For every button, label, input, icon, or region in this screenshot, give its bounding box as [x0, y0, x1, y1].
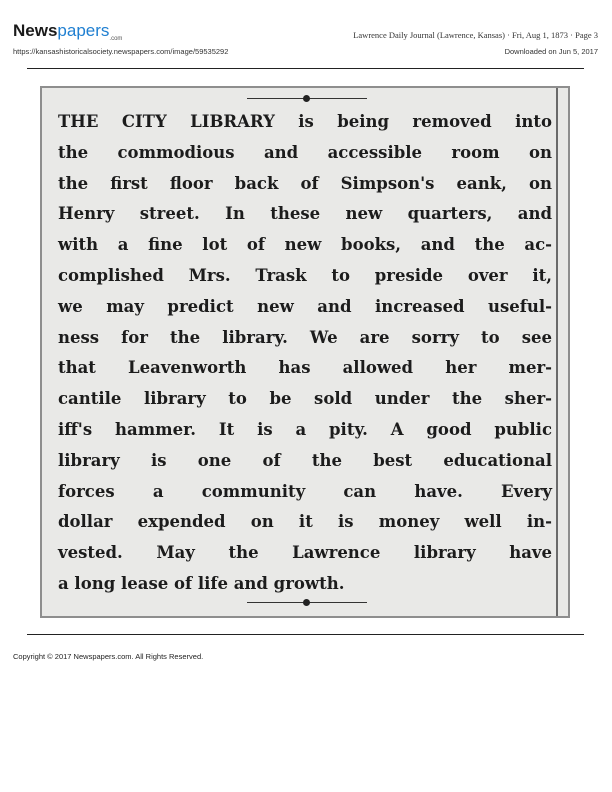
article-line: we may predict new and increased useful- — [58, 296, 552, 316]
article-line: cantile library to be sold under the sher- — [58, 389, 552, 409]
publication-info: Lawrence Daily Journal (Lawrence, Kansas) · Fri, Aug 1, 1873 · Page 3 — [353, 30, 598, 40]
download-date: Downloaded on Jun 5, 2017 — [504, 47, 598, 56]
article-text — [58, 107, 552, 600]
article-line: vested. May the Lawrence library have — [58, 543, 552, 563]
article-line: ness for the library. We are sorry to see — [58, 327, 552, 347]
source-url[interactable]: https://kansashistoricalsociety.newspapers.com/image/59535292 — [13, 47, 229, 56]
newspaper-clipping — [40, 86, 570, 618]
article-line: THE CITY LIBRARY is being removed into — [58, 112, 552, 131]
article-line: forces a community can have. Every — [58, 481, 552, 501]
logo-text-news: News — [13, 21, 58, 40]
article-line: iff's hammer. It is a pity. A good public — [58, 419, 552, 439]
article-line: that Leavenworth has allowed her mer- — [58, 358, 552, 378]
article-line: dollar expended on it is money well in- — [58, 512, 552, 532]
top-ornament-rule — [247, 94, 367, 104]
copyright-notice: Copyright © 2017 Newspapers.com. All Rights Reserved. — [13, 652, 204, 661]
logo-text-papers: papers — [57, 21, 110, 40]
article-line: complished Mrs. Trask to preside over it, — [58, 265, 552, 285]
logo-text-suffix: .com — [109, 36, 123, 42]
article-line: a long lease of life and growth. — [58, 573, 345, 593]
article-line: library is one of the best educational — [58, 450, 552, 470]
article-line: with a fine lot of new books, and the ac- — [58, 235, 552, 255]
article-line: the commodious and accessible room on — [58, 142, 552, 162]
column-rule — [556, 88, 558, 616]
header-divider — [27, 68, 584, 69]
article-line: the first floor back of Simpson's eank, on — [58, 173, 552, 193]
article-line: Henry street. In these new quarters, and — [58, 204, 552, 224]
footer-divider — [27, 634, 584, 635]
newspapers-logo[interactable] — [13, 22, 122, 44]
bottom-ornament-rule — [247, 598, 367, 608]
